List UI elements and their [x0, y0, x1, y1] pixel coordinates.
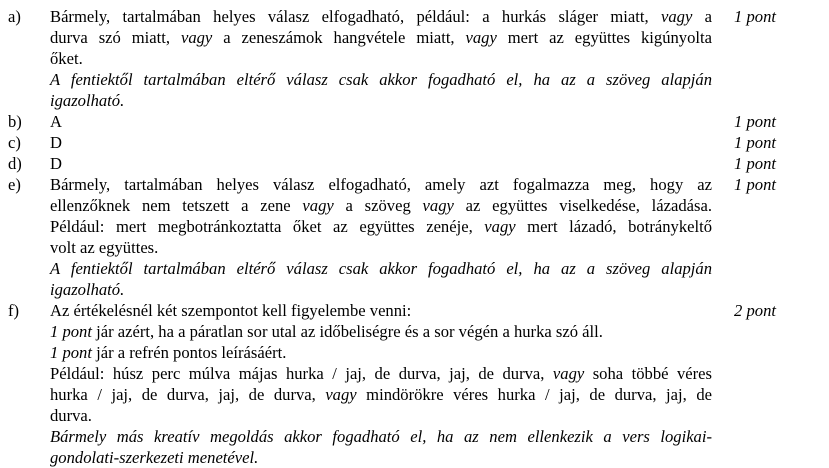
answer-line — [0, 342, 829, 363]
answer-line — [0, 174, 829, 195]
item-points: 1 pont — [734, 133, 776, 152]
answer-text: hurka / jaj, de durva, jaj, de durva, vagy mindörökre véres hurka / jaj, de durva, jaj, de — [50, 385, 712, 404]
emphasis-text: A fentiektől tartalmában eltérő válasz csak akkor fogadható el, ha az a szöveg alapján — [50, 259, 712, 278]
answer-text: Az értékelésnél két szempontot kell figyelembe venni: — [50, 301, 412, 320]
answer-text: 1 pont jár a refrén pontos leírásáért. — [50, 343, 287, 362]
emphasis-text: igazolható. — [50, 91, 125, 110]
emphasis-text: vagy — [552, 364, 585, 383]
emphasis-text: igazolható. — [50, 280, 125, 299]
emphasis-text: vagy — [660, 7, 693, 26]
answer-text: durva szó miatt, vagy a zeneszámok hangvétele miatt, vagy mert az együttes kigúnyolta — [50, 28, 712, 47]
answer-line — [0, 27, 829, 48]
answer-value: A — [50, 112, 62, 131]
answer-value: D — [50, 154, 62, 173]
answer-text: volt az együttes. — [50, 238, 159, 257]
answer-text — [50, 258, 712, 279]
answer-text: durva. — [50, 406, 92, 425]
item-letter: b) — [8, 112, 22, 131]
answer-text — [50, 279, 124, 300]
answer-value: D — [50, 133, 62, 152]
answer-text — [50, 426, 712, 447]
answer-line — [0, 363, 829, 384]
answer-line — [0, 111, 829, 132]
answer-line — [0, 405, 829, 426]
answer-text: ellenzőknek nem tetszett a zene vagy a szöveg vagy az együttes viselkedése, lázadása. — [50, 196, 712, 215]
answer-text — [50, 447, 258, 468]
answer-line — [0, 426, 829, 447]
emphasis-text: 1 pont — [50, 343, 92, 362]
emphasis-text: vagy — [302, 196, 334, 215]
item-letter: c) — [8, 133, 21, 152]
answer-text: Bármely, tartalmában helyes válasz elfogadható, amely azt fogalmazza meg, hogy az — [50, 175, 712, 194]
answer-line — [0, 279, 829, 300]
item-points: 1 pont — [734, 112, 776, 131]
answer-line — [0, 258, 829, 279]
answer-text: Bármely, tartalmában helyes válasz elfogadható, például: a hurkás sláger miatt, vagy a — [50, 7, 712, 26]
answer-text — [50, 90, 124, 111]
emphasis-text: 1 pont — [50, 322, 92, 341]
item-letter: a) — [8, 7, 21, 26]
answer-line — [0, 195, 829, 216]
answer-line — [0, 6, 829, 27]
emphasis-text: vagy — [422, 196, 454, 215]
answer-line — [0, 384, 829, 405]
item-letter: e) — [8, 175, 21, 194]
item-points: 1 pont — [734, 7, 776, 26]
answer-line — [0, 69, 829, 90]
emphasis-text: vagy — [465, 28, 497, 47]
item-letter: f) — [8, 301, 20, 320]
answer-line — [0, 90, 829, 111]
answer-line — [0, 216, 829, 237]
emphasis-text: gondolati-szerkezeti menetével. — [50, 448, 259, 467]
item-letter: d) — [8, 154, 22, 173]
emphasis-text: vagy — [484, 217, 516, 236]
answer-line — [0, 447, 829, 468]
answer-line — [0, 237, 829, 258]
emphasis-text: A fentiektől tartalmában eltérő válasz csak akkor fogadható el, ha az a szöveg alapján — [50, 70, 712, 89]
answer-line — [0, 48, 829, 69]
answer-text: Például: húsz perc múlva májas hurka / jaj, de durva, jaj, de durva, vagy soha többé véres — [50, 364, 712, 383]
emphasis-text: Bármely más kreatív megoldás akkor fogadható el, ha az nem ellenkezik a vers logikai- — [50, 427, 712, 446]
answer-text: őket. — [50, 49, 83, 68]
emphasis-text: vagy — [180, 28, 213, 47]
answer-text: 1 pont jár azért, ha a páratlan sor utal az időbeliségre és a sor végén a hurka szó áll. — [50, 322, 603, 341]
item-points: 1 pont — [734, 175, 776, 194]
item-points: 1 pont — [734, 154, 776, 173]
answer-line — [0, 321, 829, 342]
answer-text — [50, 69, 712, 90]
answer-line — [0, 132, 829, 153]
answer-line — [0, 153, 829, 174]
item-points: 2 pont — [734, 301, 776, 320]
answer-line — [0, 300, 829, 321]
answer-text: Például: mert megbotránkoztatta őket az együttes zenéje, vagy mert lázadó, botránykeltő — [50, 217, 712, 236]
emphasis-text: vagy — [325, 385, 357, 404]
